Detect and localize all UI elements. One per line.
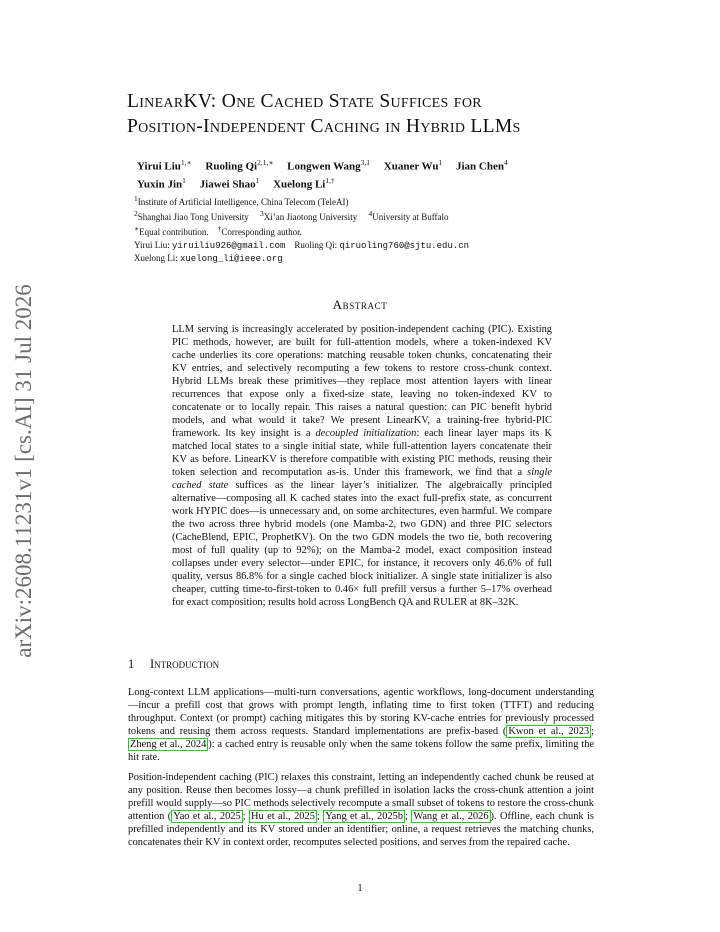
intro-paragraph-2: Position-independent caching (PIC) relaxes this constraint, letting an independently cached chunk be reused at any position. Reuse then becomes lossy—a chunk prefilled in isolation lacks the cross-chunk attention a joint prefill would supply—so PIC methods selectively recompute a small subset of tokens to restore the cross-chunk attention ( Yao et al., 2025 ; Hu et al., 2025 ; Yang et al., 2025b ; Wang et al., 2026 ). Offline, each chunk is prefilled independently and its KV stored under an identifier; online, a request retrieves the matching chunks, concatenates their KV in context order, recomputes selected positions, and serves from the repaired cache. xyxy=(128,772,594,848)
author-emails xyxy=(134,239,654,265)
title-line-2: Position-Independent Caching in Hybrid LLMs xyxy=(127,116,521,137)
author-row-2 xyxy=(137,174,657,192)
author-name: Yirui Liu xyxy=(137,160,181,173)
abstract-emphasis: single cached state xyxy=(172,467,552,491)
corresponding-author-note: Corresponding author. xyxy=(221,227,302,237)
author-list xyxy=(137,156,657,191)
author-name: Xuaner Wu xyxy=(383,160,439,173)
author-name: Yuxin Jin xyxy=(137,178,183,191)
author-sup: 3,1 xyxy=(360,158,371,167)
arxiv-sidebar-stamp: arXiv:2608.11231v1 [cs.AI] 31 Jul 2026 xyxy=(11,284,36,658)
paragraph-text: Long-context LLM applications—multi-turn conversations, agentic workflows, long-document understanding—incur a prefill cost that grows with prompt length, inflating time to first token (TTFT) and reducing throughput. Context (or prompt) caching mitigates this by storing KV-cache entries for previously processed tokens and reusing them across requests. Standard implementations are prefix-based ( xyxy=(128,687,594,737)
abstract-heading: Abstract xyxy=(332,297,388,312)
author-sup: 4 xyxy=(503,158,508,167)
paragraph-text: Position-independent caching (PIC) relaxes this constraint, letting an independently cached chunk be reused at any position. Reuse then becomes lossy—a chunk prefilled in isolation lacks the cross-chunk attention a joint prefill would supply—so PIC methods selectively recompute a small subset of tokens to restore the cross-chunk attention ( xyxy=(128,772,594,822)
abstract-emphasis: decoupled initialization xyxy=(315,428,417,439)
author-sup: 1 xyxy=(438,158,443,167)
citation-link[interactable]: Kwon et al., 2023 xyxy=(508,726,590,737)
citation-link[interactable]: Hu et al., 2025 xyxy=(251,811,315,822)
paper-title xyxy=(127,89,667,139)
section-heading-introduction xyxy=(128,657,528,672)
affiliations xyxy=(134,193,654,223)
email-label: Ruoling Qi: xyxy=(294,240,338,250)
affiliation-1: Institute of Artificial Intelligence, China Telecom (TeleAI) xyxy=(137,197,349,207)
email-link[interactable]: yiruiliu926@gmail.com xyxy=(172,241,286,251)
author-notes xyxy=(134,223,654,238)
affiliation-line-1 xyxy=(134,193,654,208)
author-sup: 1,∗ xyxy=(180,158,192,167)
email-line-2 xyxy=(134,252,654,265)
author-sup: 1 xyxy=(255,175,260,185)
email-label: Xuelong Li: xyxy=(134,253,178,263)
aff-sup: 2 xyxy=(134,209,138,218)
author-name: Jiawei Shao xyxy=(199,178,256,191)
affiliation-line-2 xyxy=(134,208,654,223)
page-number: 1 xyxy=(357,883,363,894)
abstract-text: LLM serving is increasingly accelerated by position-independent caching (PIC). Existing PIC methods, however, are built for full-attention models, where a token-indexed KV cache underlies its core operations: matching reusable token chunks, concatenating their KV entries, and selectively recomputing a few tokens to restore cross-chunk context. Hybrid LLMs break these primitives—they replace most attention layers with linear recurrences that expose only a fixed-size state, leaving no token-indexed KV to concatenate or to locally repair. This raises a natural question: can PIC benefit hybrid models, and what would it take? We present LinearKV, a training-free hybrid-PIC framework. Its key insight is a xyxy=(172,324,552,439)
author-sup: 1 xyxy=(182,175,186,185)
equal-contribution-note: Equal contribution. xyxy=(139,227,209,237)
email-link[interactable]: qiruoling760@sjtu.edu.cn xyxy=(339,241,470,251)
author-name: Jian Chen xyxy=(455,160,504,173)
aff-sup: 4 xyxy=(368,209,373,218)
affiliation-2: Shanghai Jiao Tong University xyxy=(137,212,249,222)
affiliation-3: Xi’an Jiaotong University xyxy=(263,212,358,222)
author-name: Ruoling Qi xyxy=(205,160,258,173)
note-sup: ∗ xyxy=(134,224,140,233)
author-row-1 xyxy=(137,156,657,174)
author-sup: 2,1,∗ xyxy=(257,158,274,167)
email-label: Yirui Liu: xyxy=(134,240,170,250)
citation-link[interactable]: Zheng et al., 2024 xyxy=(130,739,207,750)
author-name: Longwen Wang xyxy=(287,160,361,173)
paragraph-text: ): a cached entry is reusable only when the same tokens follow the same prefix, limiting the hit rate. xyxy=(128,739,595,763)
abstract-text: suffices as the linear layer’s initializer. The algebraically principled alternative—composing all K cached states into the exact full-prefix state, as concurrent work HYPIC does—is unnecessary and, on some architectures, even harmful. We compare the two across three hybrid models (one Mamba-2, two GDN) and three PIC selectors (CacheBlend, EPIC, ProphetKV). On the two GDN models the two tie, both recovering most of full quality (up to 92%); on the Mamba-2 model, exact composition instead collapses under every selector—under EPIC, for instance, it recovers only 46.6% of full quality, versus 86.8% for a single cached block initializer. A single state initializer is also cheaper, cutting time-to-first-token to 0.46× full prefill versus a further 5–17% overhead for exact composition; results hold across LongBench QA and RULER at 8K–32K. xyxy=(172,480,552,608)
title-line-1: LinearKV: One Cached State Suffices for xyxy=(127,91,482,112)
author-sup: 1,† xyxy=(325,175,335,185)
email-line-1 xyxy=(134,239,654,252)
intro-paragraph-1: Long-context LLM applications—multi-turn conversations, agentic workflows, long-document understanding—incur a prefill cost that grows with prompt length, inflating time to first token (TTFT) and reducing throughput. Context (or prompt) caching mitigates this by storing KV-cache entries for previously processed tokens and reusing them across requests. Standard implementations are prefix-based ( Kwon et al., 2023 ; Zheng et al., 2024 ): a cached entry is reusable only when the same tokens follow the same prefix, limiting the hit rate. xyxy=(128,687,595,763)
note-sup: † xyxy=(217,224,222,233)
aff-sup: 1 xyxy=(134,194,138,203)
paragraph-text: ). Offline, each chunk is prefilled independently and its KV stored under an identifier; online, a request retrieves the matching chunks, concatenates their KV in context order, recomputes selected positions, and serves from the repaired cache. xyxy=(128,811,594,848)
affiliation-4: University at Buffalo xyxy=(372,212,449,222)
email-link[interactable]: xuelong_li@ieee.org xyxy=(180,254,283,264)
citation-link[interactable]: Yang et al., 2025b xyxy=(325,811,404,822)
section-title: Introduction xyxy=(150,657,220,671)
citation-link[interactable]: Yao et al., 2025 xyxy=(173,811,241,822)
abstract-body xyxy=(172,323,552,609)
section-number: 1 xyxy=(128,657,135,671)
aff-sup: 3 xyxy=(259,209,264,218)
author-name: Xuelong Li xyxy=(273,178,326,191)
abstract-text: : each linear layer maps its K matched local states to a single initial state, while full-attention layers concatenate their KV as before. LinearKV is therefore compatible with existing PIC methods, reusing their token selection and recomputation as-is. Under this framework, we find that a xyxy=(172,428,552,478)
citation-link[interactable]: Wang et al., 2026 xyxy=(413,811,489,822)
